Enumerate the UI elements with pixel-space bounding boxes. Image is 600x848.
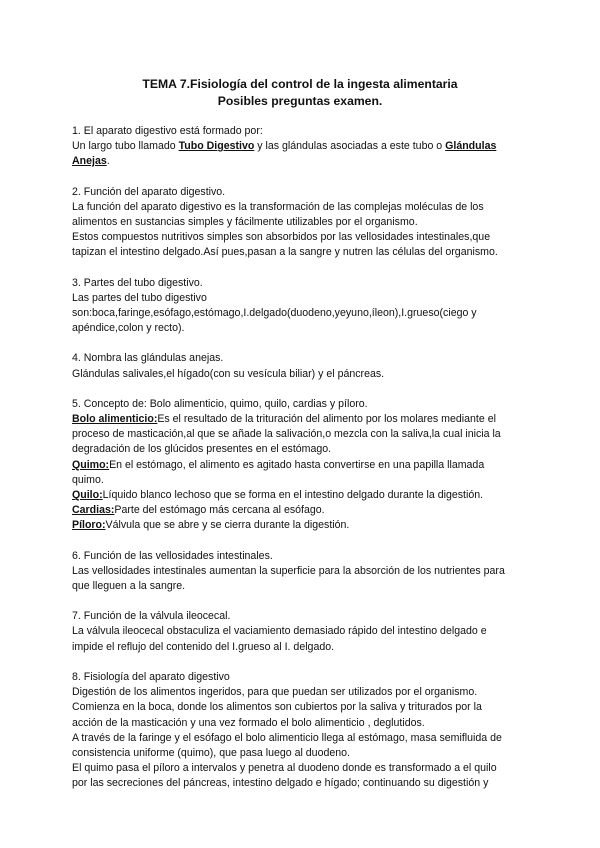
section-q6 xyxy=(72,549,532,595)
section-q1 xyxy=(72,124,532,170)
bolo-line-3: degradación de los glúcidos presentes en el estómago. xyxy=(72,443,332,456)
q2-heading: 2. Función del aparato digestivo. xyxy=(72,185,226,198)
section-q3 xyxy=(72,276,532,337)
q2-line-1: La función del aparato digestivo es la transformación de las complejas moléculas de los xyxy=(72,200,484,213)
quimo-line-1 xyxy=(72,458,532,473)
cardias-text-1: Parte del estómago más cercana al esófago. xyxy=(114,504,325,517)
q3-heading: 3. Partes del tubo digestivo. xyxy=(72,276,203,289)
q8-line-7: por las secreciones del páncreas, intestino delgado e hígado; continuando su digestión y xyxy=(72,777,489,790)
q3-line-2: son:boca,faringe,esófago,estómago,I.delgado(duodeno,yeyuno,íleon),I.grueso(ciego y xyxy=(72,307,477,320)
q2-line-2: alimentos en sustancias simples y fácilmente utilizables por el organismo. xyxy=(72,216,418,229)
term-piloro: Píloro: xyxy=(72,519,106,532)
piloro-text-1: Válvula que se abre y se cierra durante la digestión. xyxy=(105,519,350,532)
quimo-line-2: quimo. xyxy=(72,473,104,486)
q1-heading: 1. El aparato digestivo está formado por: xyxy=(72,125,263,137)
q7-heading: 7. Función de la válvula ileocecal. xyxy=(72,610,231,623)
cardias-line-1 xyxy=(72,503,532,518)
term-quilo: Quilo: xyxy=(72,489,103,502)
q8-line-2: Comienza en la boca, donde los alimentos son cubiertos por la saliva y triturados por la xyxy=(72,701,482,714)
section-q7 xyxy=(72,609,532,655)
bolo-text-1: Es el resultado de la trituración del alimento por los molares mediante el xyxy=(157,413,496,426)
q7-line-1: La válvula ileocecal obstaculiza el vaciamiento demasiado rápido del intestino delgado e xyxy=(72,625,487,638)
q7-line-2: impide el reflujo del contenido del I.grueso al I. delgado. xyxy=(72,640,335,653)
section-q5 xyxy=(72,397,532,534)
q6-line-1: Las vellosidades intestinales aumentan la superficie para la absorción de los nutrientes para xyxy=(72,564,505,577)
q8-heading: 8. Fisiología del aparato digestivo xyxy=(72,670,230,683)
q8-line-1: Digestión de los alimentos ingeridos, para que puedan ser utilizados por el organismo. xyxy=(72,686,478,699)
document-body xyxy=(72,124,532,807)
page-subtitle: Posibles preguntas examen. xyxy=(217,94,383,108)
q6-heading: 6. Función de las vellosidades intestinales. xyxy=(72,549,273,562)
bolo-line-2: proceso de masticación,al que se añade la salivación,o mezcla con la saliva,la cual inicia la xyxy=(72,428,501,441)
q1-answer-line-2 xyxy=(72,154,532,169)
q8-line-3: acción de la masticación y una vez formado el bolo alimenticio , deglutidos. xyxy=(72,716,425,729)
section-q2 xyxy=(72,185,532,261)
term-cardias: Cardias: xyxy=(72,504,115,517)
quimo-text-1: En el estómago, el alimento es agitado hasta convertirse en una papilla llamada xyxy=(109,458,485,471)
section-q8 xyxy=(72,670,532,792)
term-bolo-alimenticio: Bolo alimenticio: xyxy=(72,413,158,426)
q8-line-4: A través de la faringe y el esófago el bolo alimenticio llega al estómago, masa semifluida de xyxy=(72,731,502,744)
q3-line-1: Las partes del tubo digestivo xyxy=(72,291,207,304)
q1-text-2: y las glándulas asociadas a este tubo o xyxy=(254,140,446,153)
section-q4 xyxy=(72,351,532,381)
q8-line-6: El quimo pasa el píloro a intervalos y penetra al duodeno donde es transformado a el quilo xyxy=(72,762,497,775)
quilo-text-1: Líquido blanco lechoso que se forma en el intestino delgado durante la digestión. xyxy=(102,489,484,502)
term-anejas: Anejas xyxy=(72,155,107,168)
piloro-line-1 xyxy=(72,518,532,533)
q1-answer-line-1 xyxy=(72,139,532,154)
q1-text-3: . xyxy=(106,155,110,168)
page-title: TEMA 7.Fisiología del control de la ingesta alimentaria xyxy=(142,77,458,91)
q4-line-1: Glándulas salivales,el hígado(con su vesícula biliar) y el páncreas. xyxy=(72,367,385,380)
term-quimo: Quimo: xyxy=(72,458,110,471)
bolo-line-1 xyxy=(72,412,532,427)
q1-text-1: Un largo tubo llamado xyxy=(72,140,179,153)
q6-line-2: que lleguen a la sangre. xyxy=(72,580,186,593)
q5-heading: 5. Concepto de: Bolo alimenticio, quimo, quilo, cardias y píloro. xyxy=(72,397,368,410)
q2-line-3: Estos compuestos nutritivos simples son absorbidos por las vellosidades intestinales,que xyxy=(72,231,491,244)
term-glandulas: Glándulas xyxy=(445,140,497,153)
q3-line-3: apéndice,colon y recto). xyxy=(72,322,185,335)
term-tubo-digestivo: Tubo Digestivo xyxy=(178,140,255,153)
q8-line-5: consistencia uniforme (quimo), que pasa luego al duodeno. xyxy=(72,746,350,759)
quilo-line-1 xyxy=(72,488,532,503)
q4-heading: 4. Nombra las glándulas anejas. xyxy=(72,352,224,365)
q2-line-4: tapizan el intestino delgado.Así pues,pasan a la sangre y nutren las células del organismo. xyxy=(72,246,498,259)
